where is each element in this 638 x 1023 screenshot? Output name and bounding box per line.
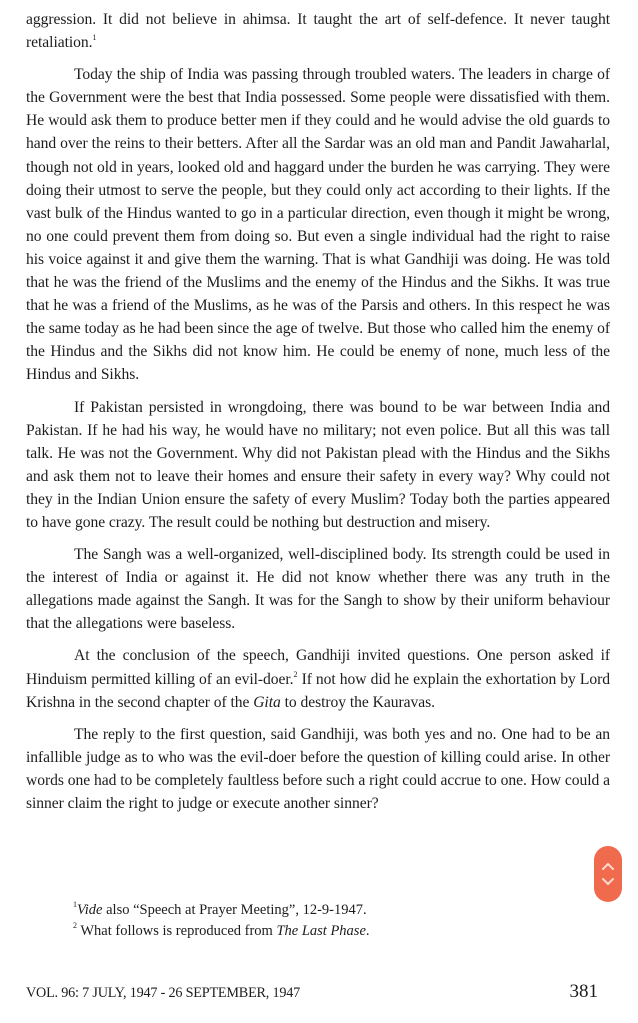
- paragraph: aggression. It did not believe in ahimsa. It taught the art of self-defence. It never taught retaliation.$^1$: [26, 11, 610, 52]
- footnotes: [73, 900, 370, 942]
- italic-title: Gita: [253, 693, 281, 711]
- paragraph: The Sangh was a well-organized, well-disciplined body. Its strength could be used in the interest of India or against it. He did not know whether there was any truth in the allegations made against the Sangh. It was for the Sangh to show by their uniform behaviour that the allegations were baseless.: [26, 546, 610, 633]
- chevron-up-icon[interactable]: [601, 861, 615, 871]
- document-page: [26, 8, 610, 824]
- footnote-marker: 1: [73, 900, 77, 909]
- italic-title: The Last Phase: [276, 923, 366, 939]
- footnote-ref: 1: [92, 33, 97, 43]
- chevron-down-icon[interactable]: [601, 877, 615, 887]
- paragraph: Today the ship of India was passing through troubled waters. The leaders in charge of the Government were the best that India possessed. Some people were dissatisfied with them. He would ask them to produce better men if they could and he would advise the old guards to hand over the reins to their betters. After all the Sardar was an old man and Pandit Jawaharlal, though not old in years, looked old and haggard under the burden he was carrying. They were doing their utmost to serve the people, but they could only act according to their lights. If the vast bulk of the Hindus wanted to go in a particular direction, even though it might be wrong, no one could prevent them from doing so. But even a single individual had the right to raise his voice against it and give them the warning. That is what Gandhiji was doing. He was told that he was the friend of the Muslims and the enemy of the Hindus and the Sikhs. It was true that he was a friend of the Muslims, as he was of the Parsis and others. In this respect he was the same today as he had been since the age of twelve. But those who called him the enemy of the Hindus and the Sikhs did not know him. He could be enemy of none, much less of the Hindus and Sikhs.: [26, 66, 610, 384]
- paragraph: The reply to the first question, said Gandhiji, was both yes and no. One had to be an infallible judge as to who was the evil-doer before the question of killing could arise. In other words one had to be completely faultless before such a right could accrue to one. How could a sinner claim the right to judge or execute another sinner?: [26, 725, 610, 812]
- paragraph: At the conclusion of the speech, Gandhiji invited questions. One person asked if Hinduism permitted killing of an evil-doer.$^2$ If not how did he explain the exhortation by Lord Krishna in the second chapter of the Gita to destroy the Kauravas.: [26, 647, 610, 711]
- body-text: [26, 8, 610, 815]
- footnote-ref: 2: [293, 669, 298, 679]
- italic-title: Vide: [77, 902, 103, 918]
- paragraph: If Pakistan persisted in wrongdoing, there was bound to be war between India and Pakistan. If he had his way, he would have no military; not even police. But all this was tall talk. He was not the Government. Why did not Pakistan plead with the Hindus and the Sikhs and ask them not to leave their homes and ensure their safety in every way? Why could not they in the Indian Union ensure the safety of every Muslim? Today both the parties appeared to have gone crazy. The result could be nothing but destruction and misery.: [26, 398, 610, 531]
- scroll-nav-button[interactable]: [594, 846, 622, 902]
- volume-info: VOL. 96: 7 JULY, 1947 - 26 SEPTEMBER, 1947: [26, 985, 301, 1001]
- page-number: 381: [569, 981, 598, 1002]
- footnote: $^2$ What follows is reproduced from The Last Phase.: [73, 921, 370, 939]
- footnote: $^1$Vide also “Speech at Prayer Meeting”, 12-9-1947.: [73, 900, 367, 918]
- footnote-marker: 2: [73, 921, 77, 930]
- page-footer: [26, 981, 598, 1003]
